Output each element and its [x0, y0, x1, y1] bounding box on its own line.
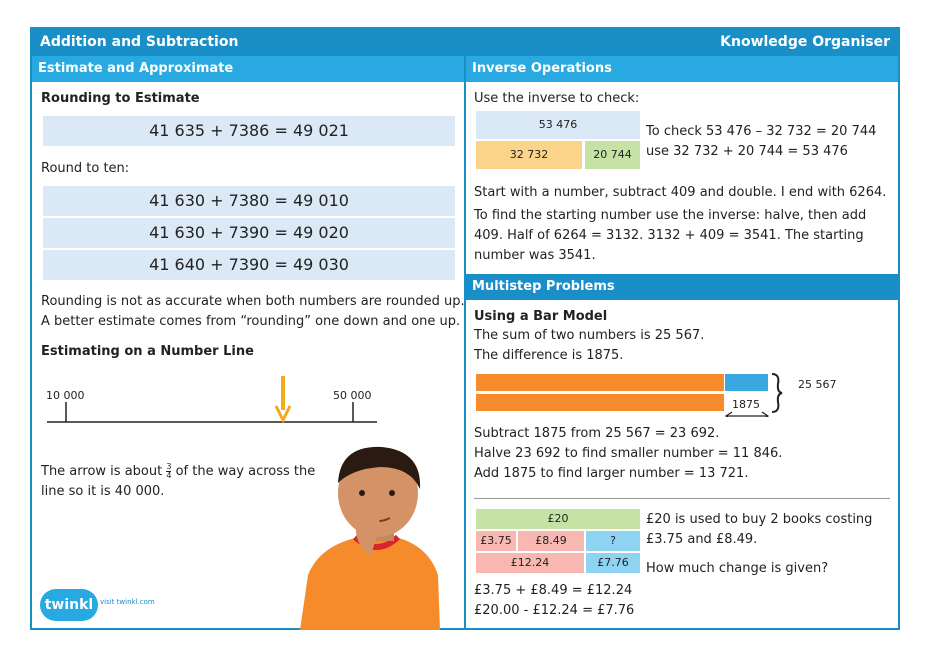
- arrow-text-a: The arrow is about: [41, 464, 163, 479]
- knowledge-organiser: [30, 27, 900, 630]
- equation-round-2: 41 630 + 7390 = 49 020: [43, 218, 455, 248]
- bar-model-heading: Using a Bar Model: [474, 309, 608, 324]
- find-line-3: number was 3541.: [474, 248, 596, 263]
- money-bar-spent: £12.24: [476, 553, 584, 573]
- rounding-note-2: A better estimate comes from “rounding” one down and one up.: [41, 314, 461, 329]
- arrow-explanation-1: [41, 462, 315, 482]
- twinkl-link[interactable]: visit twinkl.com: [100, 598, 155, 606]
- number-line: [42, 374, 382, 424]
- equation-round-3: 41 640 + 7390 = 49 030: [43, 250, 455, 280]
- twinkl-logo-text: twinkl: [44, 597, 94, 613]
- equation-round-1: 41 630 + 7380 = 49 010: [43, 186, 455, 216]
- money-bar-total: £20: [476, 509, 640, 529]
- halve-line: Halve 23 692 to find smaller number = 11 846.: [474, 446, 783, 461]
- number-line-start-label: 10 000: [46, 389, 85, 402]
- fraction-numerator: 3: [166, 462, 172, 471]
- find-line-1: To find the starting number use the inverse: halve, then add: [474, 208, 867, 223]
- bar-whole: 53 476: [476, 111, 640, 139]
- page-subtitle: Knowledge Organiser: [720, 34, 890, 50]
- section-estimate: [32, 56, 464, 82]
- equation-main: 41 635 + 7386 = 49 021: [43, 116, 455, 146]
- money-bar-unknown: ?: [586, 531, 640, 551]
- money-bar-b: £8.49: [518, 531, 584, 551]
- section-inverse-title: Inverse Operations: [472, 61, 612, 76]
- numberline-heading: Estimating on a Number Line: [41, 344, 254, 359]
- section-multistep-title: Multistep Problems: [472, 279, 615, 294]
- brace-icon: [772, 374, 782, 412]
- fraction-denominator: 4: [166, 471, 172, 480]
- check-line-2: use 32 732 + 20 744 = 53 476: [646, 144, 848, 159]
- money-text-2: £3.75 and £8.49.: [646, 532, 758, 547]
- bar-part-b: 20 744: [585, 141, 640, 169]
- difference-line: The difference is 1875.: [474, 348, 624, 363]
- round-to-ten-label: Round to ten:: [41, 161, 130, 176]
- find-line-2: 409. Half of 6264 = 3132. 3132 + 409 = 3541. The starting: [474, 228, 864, 243]
- inverse-intro: Use the inverse to check:: [474, 91, 640, 106]
- sum-line: The sum of two numbers is 25 567.: [474, 328, 705, 343]
- fraction: [166, 463, 171, 480]
- start-line: Start with a number, subtract 409 and double. I end with 6264.: [474, 185, 887, 200]
- section-estimate-title: Estimate and Approximate: [38, 61, 234, 76]
- thinking-boy-illustration: [300, 445, 440, 630]
- money-calc-2: £20.00 - £12.24 = £7.76: [474, 603, 635, 618]
- twinkl-logo: [40, 589, 98, 621]
- bar-part-a: 32 732: [476, 141, 582, 169]
- money-bar-a: £3.75: [476, 531, 516, 551]
- section-inverse: [466, 56, 898, 82]
- rounding-heading: Rounding to Estimate: [41, 91, 200, 106]
- boy-eye-left: [359, 490, 365, 496]
- section-multistep: [466, 274, 898, 300]
- difference-label: 1875: [732, 398, 760, 411]
- add-line: Add 1875 to find larger number = 13 721.: [474, 466, 749, 481]
- page-title: Addition and Subtraction: [40, 34, 239, 50]
- bar-smaller-orange: [476, 394, 724, 411]
- subtract-line: Subtract 1875 from 25 567 = 23 692.: [474, 426, 720, 441]
- horizontal-divider: [474, 498, 890, 499]
- money-bar-change: £7.76: [586, 553, 640, 573]
- rounding-note-1: Rounding is not as accurate when both numbers are rounded up.: [41, 294, 465, 309]
- number-line-end-label: 50 000: [333, 389, 372, 402]
- money-text-1: £20 is used to buy 2 books costing: [646, 512, 873, 527]
- money-calc-1: £3.75 + £8.49 = £12.24: [474, 583, 633, 598]
- arrow-explanation-2: line so it is 40 000.: [41, 484, 165, 499]
- title-bar: [32, 29, 898, 56]
- column-divider: [464, 56, 466, 630]
- brace-label: 25 567: [798, 378, 837, 391]
- arrow-text-b: of the way across the: [175, 464, 316, 479]
- money-question: How much change is given?: [646, 561, 829, 576]
- check-line-1: To check 53 476 – 32 732 = 20 744: [646, 124, 877, 139]
- boy-eye-right: [389, 490, 395, 496]
- bar-larger-orange: [476, 374, 724, 391]
